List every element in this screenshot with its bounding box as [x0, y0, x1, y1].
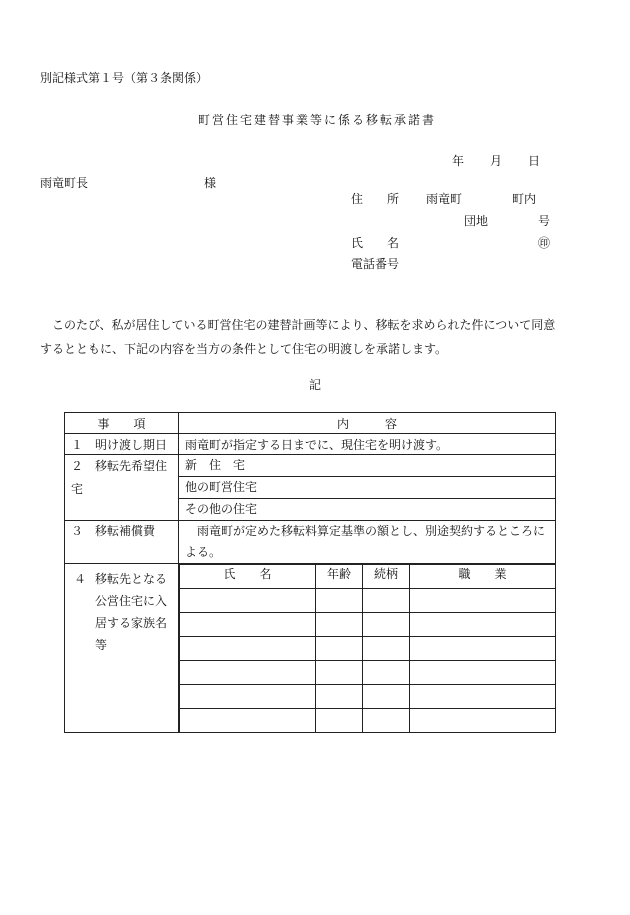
document-title: 町営住宅建替事業等に係る移転承諾書 [198, 113, 437, 127]
row-2 [65, 455, 556, 521]
header-item: 事 項 [65, 413, 179, 434]
header-content: 内 容 [179, 413, 556, 434]
cell[interactable] [180, 661, 316, 685]
row3-label: ３ 移転補償費 [65, 521, 179, 564]
cell[interactable] [180, 589, 316, 613]
date-day: 日 [528, 154, 541, 168]
row4-label: 移転先となる公営住宅に入居する家族名等 [95, 572, 168, 652]
family-header-occupation: 職 業 [410, 565, 556, 589]
cell[interactable] [363, 613, 410, 637]
cell[interactable] [180, 685, 316, 709]
cell[interactable] [316, 589, 363, 613]
cell[interactable] [180, 613, 316, 637]
cell[interactable] [316, 613, 363, 637]
cell[interactable] [316, 661, 363, 685]
row2-option-new: 新 住 宅 [179, 455, 555, 477]
address-number: 号 [538, 214, 551, 228]
family-header-name: 氏 名 [180, 565, 316, 589]
family-header-row [180, 565, 556, 589]
cell[interactable] [410, 613, 556, 637]
addressee-honorific: 様 [204, 176, 217, 190]
table-row [180, 589, 556, 613]
row-4 [65, 564, 556, 733]
date-month: 月 [490, 154, 503, 168]
ki-label: 記 [309, 378, 322, 392]
cell[interactable] [316, 709, 363, 733]
addressee-name: 雨竜町長 [40, 176, 89, 190]
address-town: 雨竜町 [426, 192, 463, 206]
row3-content: 雨竜町が定めた移転料算定基準の額とし、別途契約するところによる。 [179, 521, 556, 564]
family-header-age: 年齢 [316, 565, 363, 589]
cell[interactable] [316, 685, 363, 709]
cell[interactable] [410, 685, 556, 709]
address-danchi: 団地 [464, 214, 489, 228]
row1-label: １ 明け渡し期日 [65, 434, 179, 455]
row4-number: ４ [73, 572, 86, 586]
seal-mark: ㊞ [538, 236, 551, 250]
row2-label: ２ 移転先希望住宅 [65, 455, 179, 521]
cell[interactable] [410, 661, 556, 685]
table-row [180, 709, 556, 733]
cell[interactable] [410, 637, 556, 661]
address-chome: 町内 [512, 192, 537, 206]
row-3 [65, 521, 556, 564]
address-label: 住 所 [351, 192, 400, 206]
form-number: 別記様式第１号（第３条関係） [40, 71, 209, 85]
consent-text: このたび、私が居住している町営住宅の建替計画等により、移転を求められた件について同意するとともに、下記の内容を当方の条件として住宅の明渡しを承諾します。 [40, 318, 556, 356]
cell[interactable] [410, 709, 556, 733]
date-year: 年 [452, 154, 465, 168]
row2-option-other-town: 他の町営住宅 [179, 477, 555, 499]
cell[interactable] [363, 685, 410, 709]
row2-option-other: その他の住宅 [185, 502, 258, 516]
table-row [180, 637, 556, 661]
cell[interactable] [363, 709, 410, 733]
cell[interactable] [180, 709, 316, 733]
cell[interactable] [316, 637, 363, 661]
cell[interactable] [363, 637, 410, 661]
table-row [180, 613, 556, 637]
row1-content: 雨竜町が指定する日までに、現住宅を明け渡す。 [179, 434, 556, 455]
cell[interactable] [410, 589, 556, 613]
table-row [180, 685, 556, 709]
phone-label: 電話番号 [351, 257, 400, 271]
conditions-table [64, 412, 556, 733]
row-1 [65, 434, 556, 455]
cell[interactable] [180, 637, 316, 661]
table-row [180, 661, 556, 685]
family-header-relation: 続柄 [363, 565, 410, 589]
family-table [179, 564, 555, 732]
cell[interactable] [363, 661, 410, 685]
name-label: 氏 名 [351, 236, 400, 250]
table-header-row [65, 413, 556, 434]
cell[interactable] [363, 589, 410, 613]
